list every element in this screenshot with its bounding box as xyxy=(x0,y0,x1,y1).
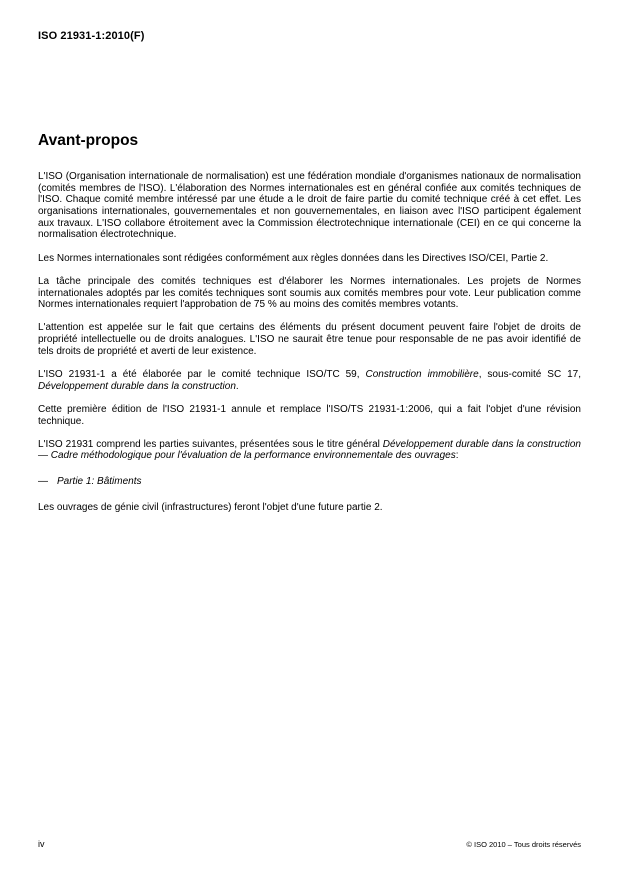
footer-copyright: © ISO 2010 – Tous droits réservés xyxy=(466,840,581,849)
body-paragraph xyxy=(38,369,581,392)
text-segment: L'ISO 21931 comprend les parties suivantes, présentées sous le titre général xyxy=(38,438,383,450)
text-segment-italic: Construction immobilière xyxy=(365,368,479,380)
text-segment-italic: Développement durable dans la construction — Cadre méthodologique pour l'évaluation de la performance environnementale des ouvrages xyxy=(38,438,581,462)
text-segment-italic: Développement durable dans la construction xyxy=(38,380,236,392)
body-paragraph xyxy=(38,322,581,357)
body-paragraph xyxy=(38,439,581,462)
text-segment-italic: Partie 1: Bâtiments xyxy=(57,476,142,488)
body-paragraph xyxy=(38,502,581,514)
text-segment: Les Normes internationales sont rédigées conformément aux règles données dans les Directives ISO/CEI, Partie 2. xyxy=(38,252,549,264)
text-segment: Les ouvrages de génie civil (infrastructures) feront l'objet d'une future partie 2. xyxy=(38,501,383,513)
text-segment: : xyxy=(455,450,459,462)
body-paragraph xyxy=(38,276,581,311)
body-paragraph xyxy=(38,404,581,427)
text-segment: L'ISO (Organisation internationale de normalisation) est une fédération mondiale d'organismes nationaux de normalisation (comités membres de l'ISO). L'élaboration des Normes internationales est en général confiée aux comités techniques de l'ISO. Chaque comité membre intéressé par une étude a le droit de faire partie du comité technique créé à cet effet. Les organisations internationales, gouvernementales et non gouvernementales, en liaison avec l'ISO participent également aux travaux. L'ISO collabore étroitement avec la Commission électrotechnique internationale (CEI) en ce qui concerne la normalisation électrotechnique. xyxy=(38,171,581,241)
text-segment: L'ISO 21931-1 a été élaborée par le comité technique ISO/TC 59, xyxy=(38,368,366,380)
text-segment: Cette première édition de l'ISO 21931-1 annule et remplace l'ISO/TS 21931-1:2006, qui a fait l'objet d'une révision technique. xyxy=(38,403,581,427)
page-title: Avant-propos xyxy=(38,132,139,149)
footer-page-number: iv xyxy=(38,839,45,849)
page-footer xyxy=(38,839,581,849)
list-item xyxy=(38,476,581,488)
body-paragraph xyxy=(38,253,581,265)
text-segment: L'attention est appelée sur le fait que certains des éléments du présent document peuvent faire l'objet de droits de propriété intellectuelle ou de droits analogues. L'ISO ne saurait être tenue pour responsable de ne pas avoir identifié de tels droits de propriété et averti de leur existence. xyxy=(38,322,581,357)
paragraph-container xyxy=(38,171,581,525)
text-segment: La tâche principale des comités techniques est d'élaborer les Normes internationales. Les projets de Normes internationales adoptés par les comités techniques sont soumis aux comités membres pour vote. Leur publication comme Normes internationales requiert l'approbation de 75 % au moins des comités membres votants. xyxy=(38,275,581,311)
body-paragraph xyxy=(38,171,581,241)
document-reference: ISO 21931-1:2010(F) xyxy=(38,30,145,42)
text-segment: . xyxy=(235,380,239,392)
page-header xyxy=(38,30,144,42)
text-segment: , sous-comité SC 17, xyxy=(478,368,582,380)
text-segment: — xyxy=(38,476,48,488)
